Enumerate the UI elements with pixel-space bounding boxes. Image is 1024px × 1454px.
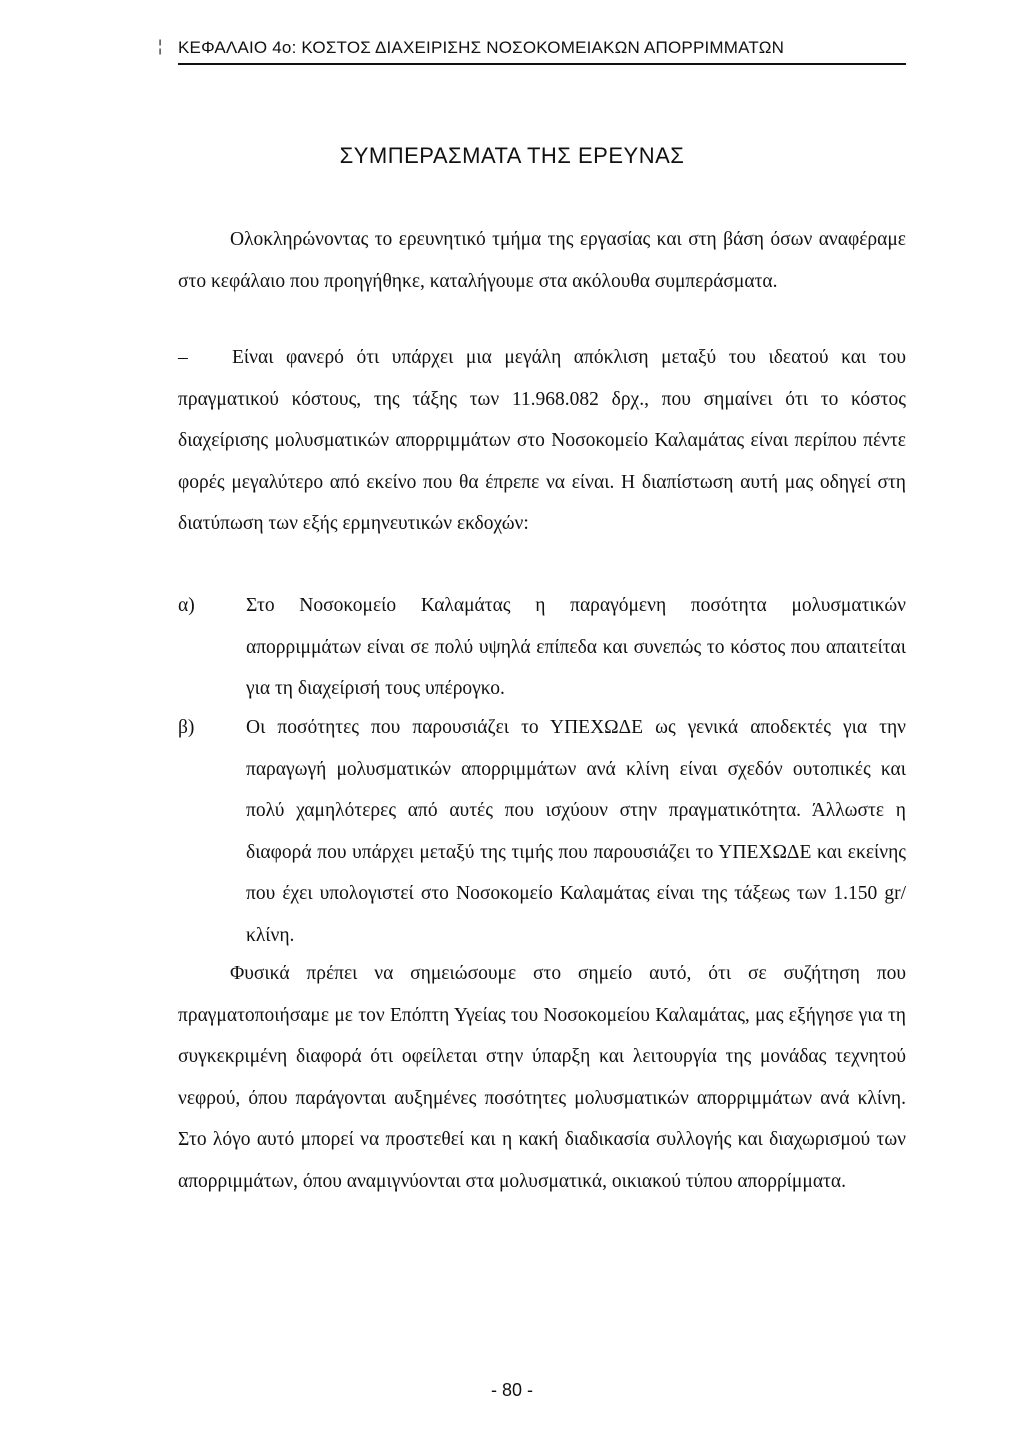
paragraph-finding-text: Είναι φανερό ότι υπάρχει μια μεγάλη απόκλιση μεταξύ του ιδεατού και του πραγματικού κόστους, της τάξης των 11.968.082 δρχ., που σημαίνει ότι το κόστος διαχείρισης μολυσματικών απορριμμάτων στο Νοσοκομείο Καλαμάτας είναι περίπου πέντε φορές μεγαλύτερο από εκείνο που θα έπρεπε να είναι. Η διαπίστωση αυτή μας οδηγεί στη διατύπωση των εξής ερμηνευτικών εκδοχών: [178, 347, 906, 534]
paragraph-note: Φυσικά πρέπει να σημειώσουμε στο σημείο αυτό, ότι σε συζήτηση που πραγματοποιήσαμε με τον Επόπτη Υγείας του Νοσοκομείου Καλαμάτας, μας εξήγησε για τη συγκεκριμένη διαφορά ότι οφείλεται στην ύπαρξη και λειτουργία της μονάδας τεχνητού νεφρού, όπου παράγονται αυξημένες ποσότητες μολυσματικών απορριμμάτων ανά κλίνη. Στο λόγο αυτό μπορεί να προστεθεί και η κακή διαδικασία συλλογής και διαχωρισμού των απορριμμάτων, όπου αναμιγνύονται στα μολυσματικά, οικιακού τύπου απορρίμματα. [178, 963, 906, 1192]
list-item-b-text: Οι ποσότητες που παρουσιάζει το ΥΠΕΧΩΔΕ ως γενικά αποδεκτές για την παραγωγή μολυσματικών απορριμμάτων ανά κλίνη είναι σχεδόν ουτοπικές και πολύ χαμηλότερες από αυτές που ισχύουν στην πραγματικότητα. Άλλωστε η διαφορά που υπάρχει μεταξύ της τιμής που παρουσιάζει το ΥΠΕΧΩΔΕ και εκείνης που έχει υπολογιστεί στο Νοσοκομείο Καλαμάτας είναι της τάξεως των 1.150 gr/κλίνη. [246, 717, 906, 946]
paragraph-intro: Ολοκληρώνοντας το ερευνητικό τμήμα της εργασίας και στη βάση όσων αναφέραμε στο κεφάλαιο που προηγήθηκε, καταλήγουμε στα ακόλουθα συμπεράσματα. [178, 229, 906, 292]
page-number: - 80 - [490, 1380, 533, 1400]
list-marker-a: α) [178, 595, 195, 616]
header-rule [178, 63, 906, 65]
running-header: ΚΕΦΑΛΑΙΟ 4ο: ΚΟΣΤΟΣ ΔΙΑΧΕΙΡΙΣΗΣ ΝΟΣΟΚΟΜΕΙΑΚΩΝ ΑΠΟΡΡΙΜΜΑΤΩΝ [178, 38, 785, 57]
header-margin-mark: ¦ [158, 38, 163, 55]
list-item-a [178, 585, 906, 710]
list-item-b [178, 707, 906, 956]
list-marker-b: β) [178, 717, 195, 738]
paragraph-finding [178, 337, 906, 545]
list-item-a-text: Στο Νοσοκομείο Καλαμάτας η παραγόμενη ποσότητα μολυσματικών απορριμμάτων είναι σε πολύ υψηλά επίπεδα και συνεπώς το κόστος που απαιτείται για τη διαχείρισή τους υπέρογκο. [246, 595, 906, 699]
dash-bullet: – [178, 347, 188, 368]
section-title: ΣΥΜΠΕΡΑΣΜΑΤΑ ΤΗΣ ΕΡΕΥΝΑΣ [339, 143, 685, 168]
